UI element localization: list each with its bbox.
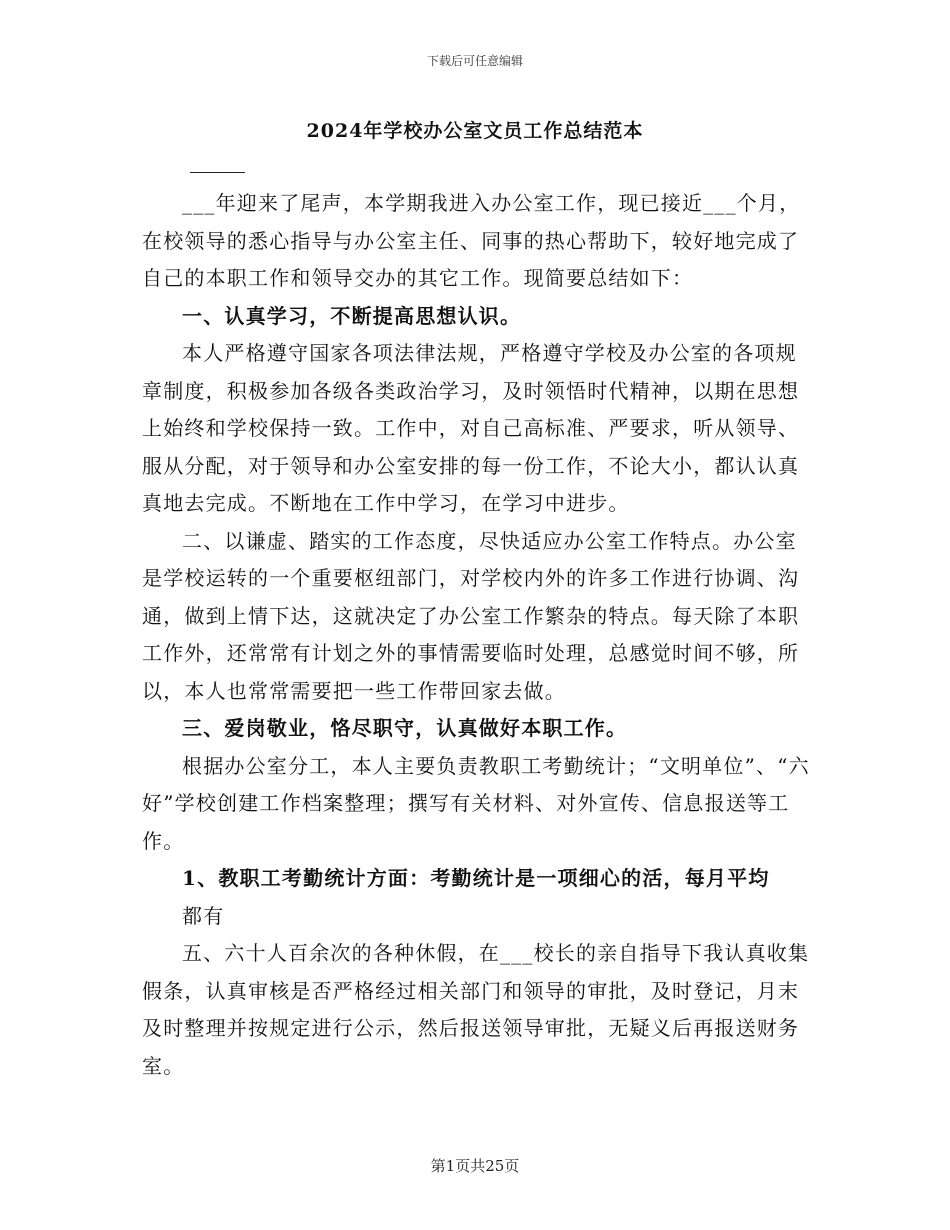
section-heading-3: 三、爱岗敬业，恪尽职守，认真做好本职工作。 [182, 716, 628, 740]
fill-in-blank-line [190, 172, 245, 173]
section-heading-1: 一、认真学习，不断提高思想认识。 [182, 303, 522, 328]
paragraph-study: 本人严格遵守国家各项法律法规，严格遵守学校及办公室的各项规章制度，积极参加各级各类政治学习，及时领悟时代精神，以期在思想上始终和学校保持一致。工作中，对自己高标准、严要求，听从领导、服从分配，对于领导和办公室安排的每一份工作，不论大小，都认认真真地去完成。不断地在工作中学习，在学习中进步。 [142, 341, 800, 515]
paragraph-intro: ___年迎来了尾声，本学期我进入办公室工作，现已接近___个月，在校领导的悉心指导与办公室主任、同事的热心帮助下，较好地完成了自己的本职工作和领导交办的其它工作。现简要总结如下： [142, 191, 801, 290]
paragraph-fragment: 都有 [182, 903, 225, 928]
subsection-heading-attendance: 1、教职工考勤统计方面：考勤统计是一项细心的活，每月平均 [182, 866, 770, 890]
paragraph-attitude: 二、以谦虚、踏实的工作态度，尽快适应办公室工作特点。办公室是学校运转的一个重要枢纽部门，对学校内外的许多工作进行协调、沟通，做到上情下达，这就决定了办公室工作繁杂的特点。每天除了本职工作外，还常常有计划之外的事情需要临时处理，总感觉时间不够，所以，本人也常常需要把一些工作带回家去做。 [142, 528, 800, 703]
document-body [142, 185, 814, 1085]
page-footer: 第1页共25页 [430, 1157, 520, 1175]
document-title: 2024年学校办公室文员工作总结范本 [306, 120, 644, 142]
paragraph-duties: 根据办公室分工，本人主要负责教职工考勤统计；“文明单位”、“六好”学校创建工作档案整理；撰写有关材料、对外宣传、信息报送等工作。 [142, 753, 810, 853]
paragraph-attendance: 五、六十人百余次的各种休假，在___校长的亲自指导下我认真收集假条，认真审核是否严格经过相关部门和领导的审批，及时登记，月末及时整理并按规定进行公示，然后报送领导审批，无疑义后再报送财务室。 [142, 941, 810, 1078]
page-header: 下载后可任意编辑 [426, 54, 523, 68]
